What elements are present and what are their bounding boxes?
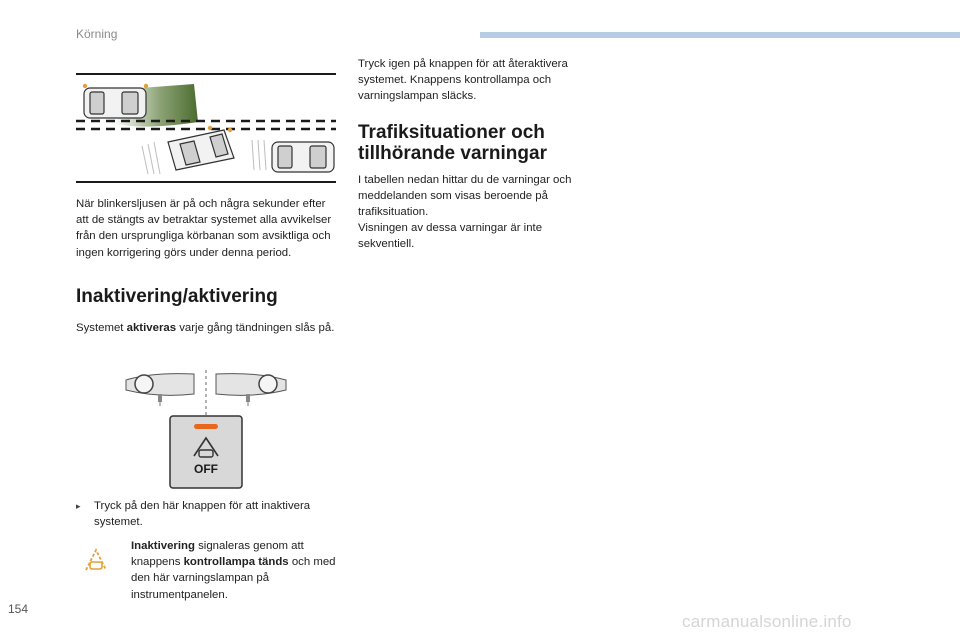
watermark-url: carmanualsonline.info: [682, 612, 852, 631]
car-right-icon: [272, 142, 334, 172]
lane-departure-illustration: [76, 70, 338, 188]
intro-paragraph: När blinkersljusen är på och några sekunder efter att de stängts av betraktar systemet alla avvikelser från den ursprungliga körbanan som avsiktliga och ingen korrigering görs under denna period.: [76, 198, 332, 259]
page-number: 154: [8, 602, 29, 616]
section-heading-traffic: Trafiksituationer och tillhörande varningar: [358, 122, 547, 164]
activation-paragraph: Systemet aktiveras varje gång tändningen slås på.: [76, 322, 335, 334]
section-label: Körning: [76, 27, 118, 41]
sequence-paragraph: Visningen av dessa varningar är inte sekventiell.: [358, 222, 543, 251]
steering-wheel-icon: [135, 375, 153, 393]
bullet-item: ▸ Tryck på den här knappen för att inaktivera systemet.: [76, 500, 311, 529]
section-heading-deactivation: Inaktivering/aktivering: [76, 286, 278, 307]
blinker-light-icon: [144, 84, 148, 88]
triangle-bullet-icon: ▸: [76, 501, 81, 511]
steering-wheel-icon: [259, 375, 277, 393]
blinker-light-icon: [208, 126, 212, 130]
deactivation-note: Inaktivering signaleras genom att knappens kontrollampa tänds och med den här varningslampan på instrumentpanelen.: [131, 540, 336, 601]
button-indicator-lamp: [194, 424, 218, 429]
header-bar: [480, 32, 960, 38]
car-middle-icon: [168, 130, 234, 170]
reactivation-paragraph: Tryck igen på knappen för att återaktivera systemet. Knappens kontrollampa och varningslampan släcks.: [358, 58, 568, 103]
dashboard-left-icon: [126, 374, 194, 406]
car-top-icon: [84, 88, 146, 118]
blinker-light-icon: [228, 128, 232, 132]
lane-off-button-graphic: [170, 416, 242, 488]
dashboard-right-icon: [216, 374, 286, 406]
traffic-paragraph: I tabellen nedan hittar du de varningar och meddelanden som visas beroende på trafiksituation.: [358, 174, 572, 219]
off-button-label: OFF: [194, 462, 218, 476]
lane-warning-lamp-icon: [82, 546, 110, 574]
blinker-light-icon: [83, 84, 87, 88]
